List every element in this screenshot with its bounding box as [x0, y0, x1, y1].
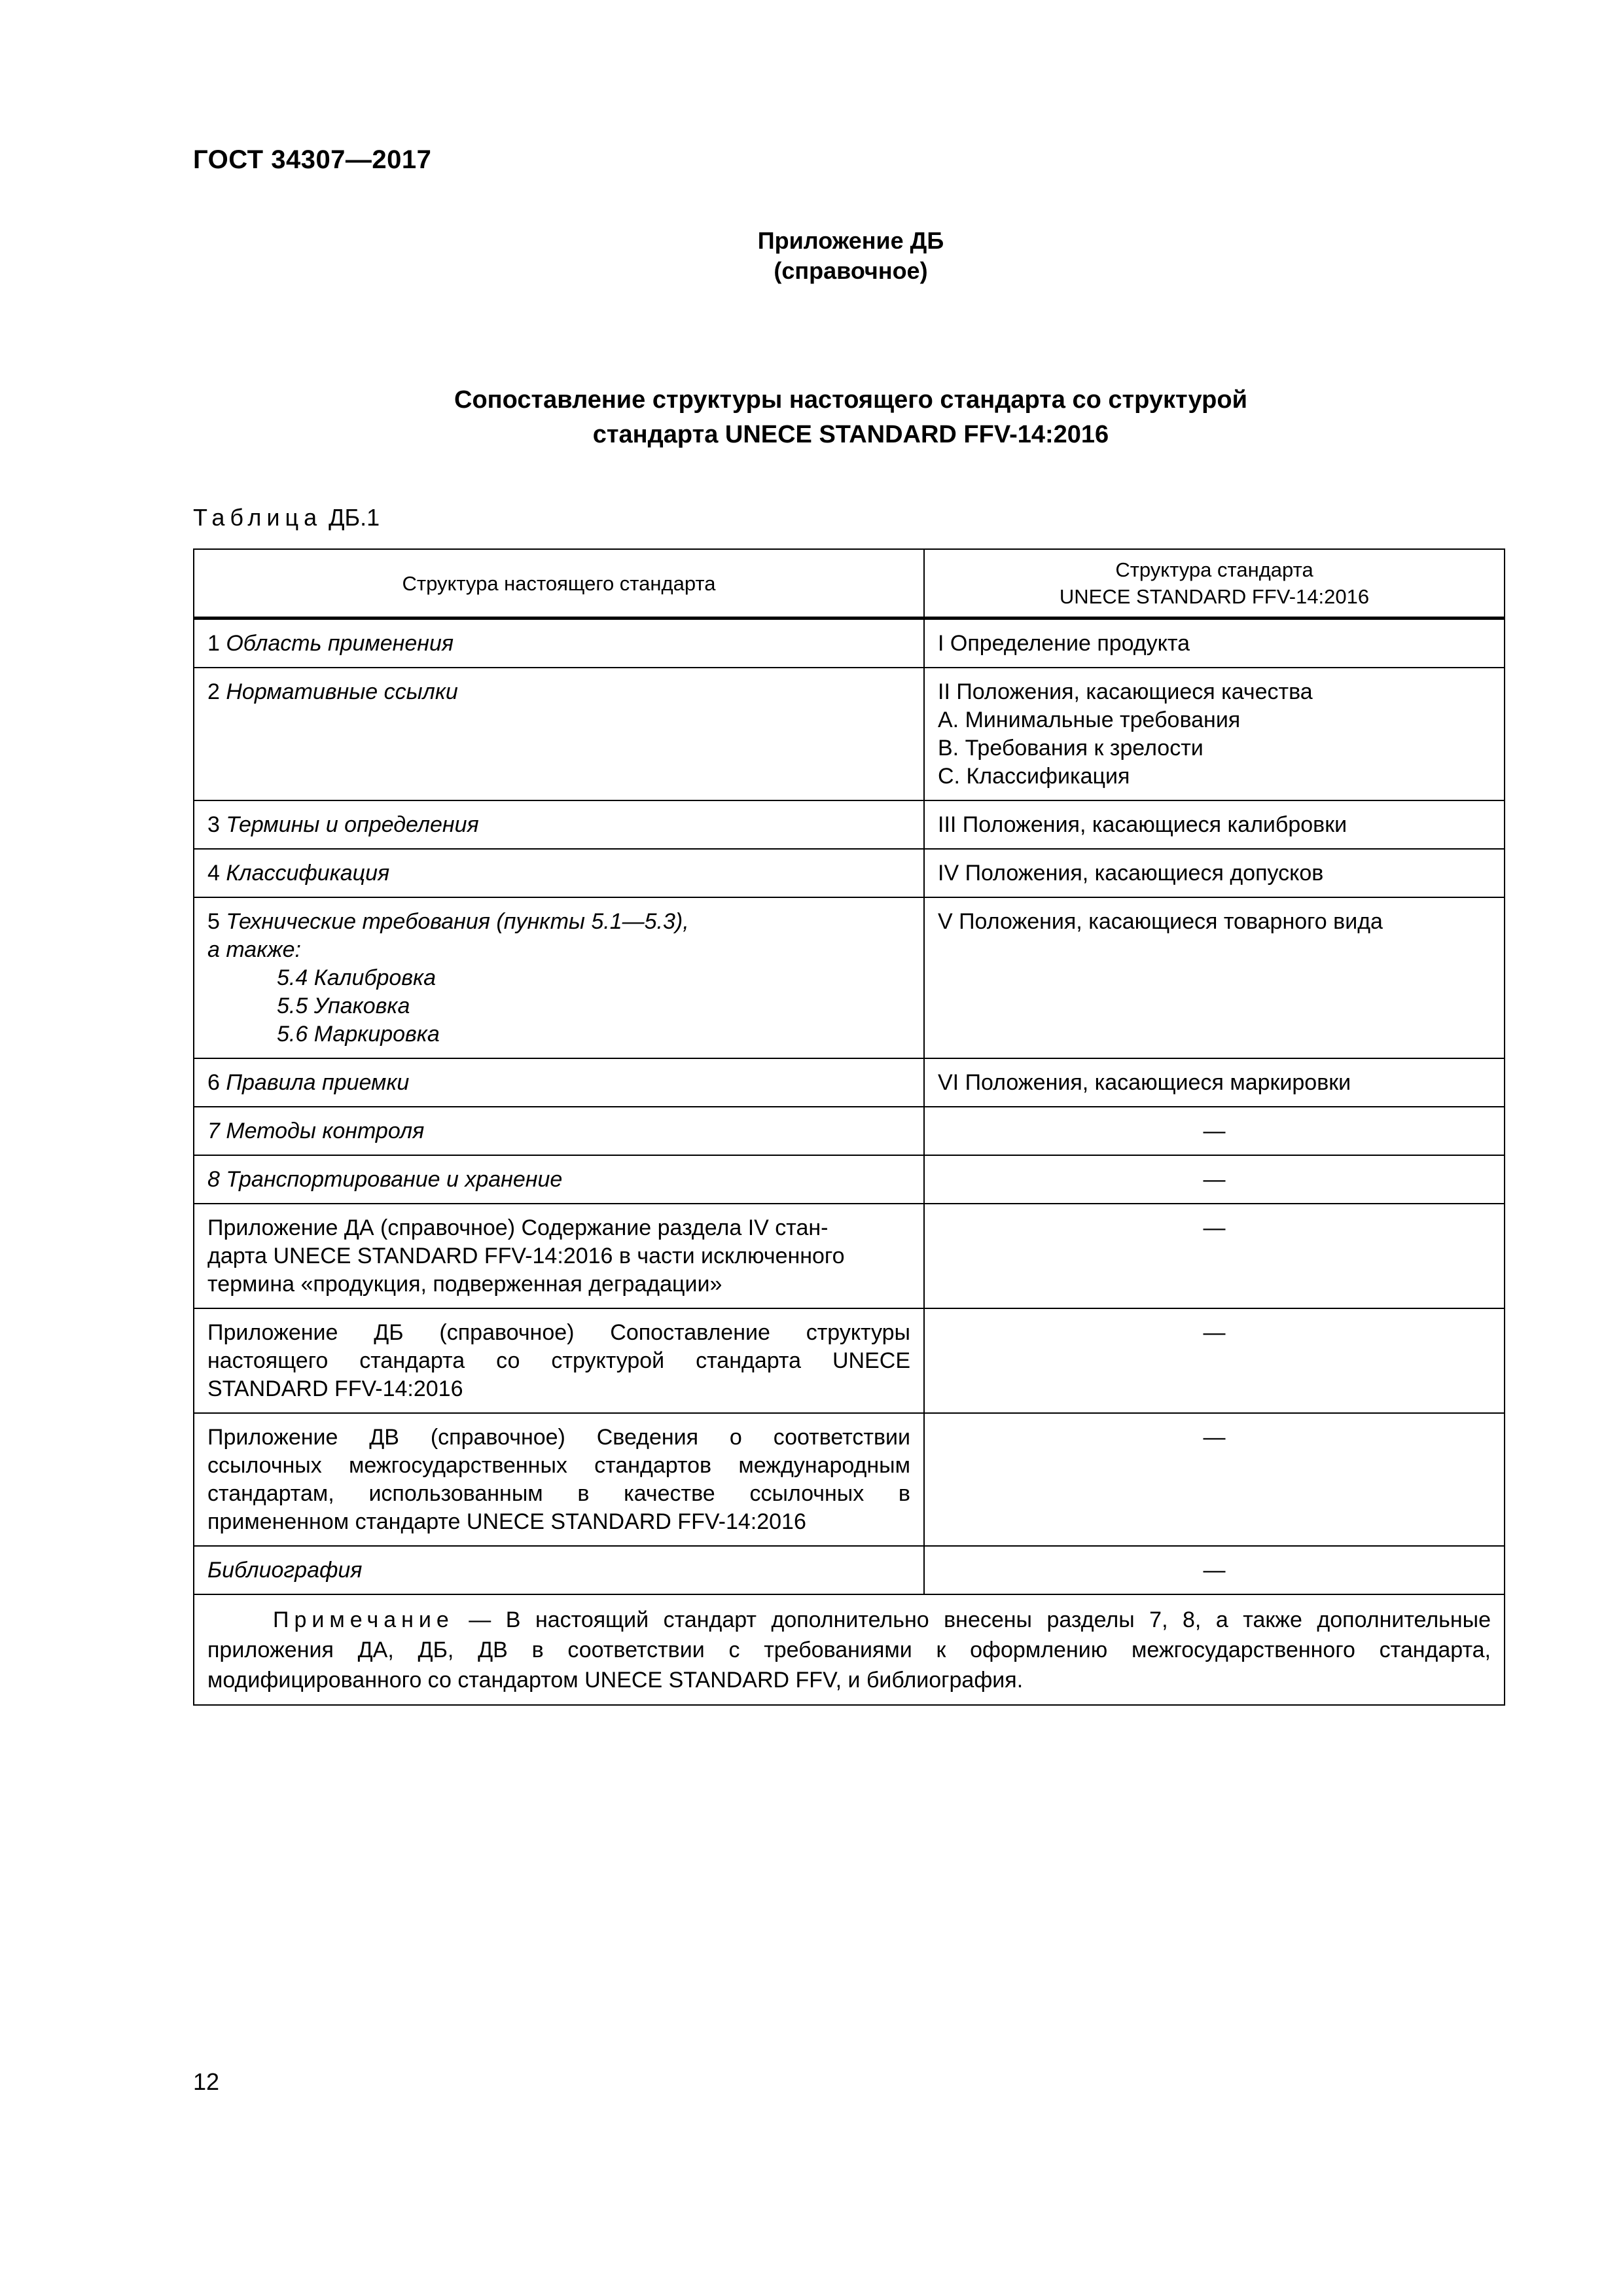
- annex-title: Приложение ДБ: [757, 227, 944, 254]
- column-header-unece-line-2: UNECE STANDARD FFV-14:2016: [1059, 585, 1370, 608]
- table-row: [194, 1204, 1505, 1308]
- cell-current-structure: [194, 1308, 924, 1413]
- section-title-continuation: а также:: [207, 937, 302, 962]
- table-row: [194, 897, 1505, 1058]
- cell-no-equivalent: [924, 1308, 1505, 1413]
- table-row: [194, 1413, 1505, 1546]
- annex-description-line: Приложение ДБ (справочное) Сопоставление структуры: [207, 1320, 910, 1345]
- cell-no-equivalent: [924, 1546, 1505, 1594]
- annex-description-line: настоящего стандарта со структурой стандарта UNECE: [207, 1348, 910, 1373]
- unece-section-line: V Положения, касающиеся товарного вида: [938, 909, 1383, 934]
- table-row: [194, 800, 1505, 849]
- table-note: [194, 1594, 1505, 1705]
- annex-subtitle: (справочное): [774, 257, 928, 284]
- no-equivalent-dash: —: [1203, 1425, 1226, 1450]
- unece-section-line: I Определение продукта: [938, 631, 1190, 656]
- section-number: 5: [207, 909, 226, 934]
- cell-unece-structure: [924, 668, 1505, 800]
- cell-no-equivalent: [924, 1413, 1505, 1546]
- cell-current-structure: [194, 1155, 924, 1204]
- cell-no-equivalent: [924, 1107, 1505, 1155]
- annex-description-line: ссылочных межгосударственных стандартов международным: [207, 1453, 910, 1478]
- section-title: Правила приемки: [226, 1070, 410, 1095]
- annex-heading: [0, 226, 1623, 286]
- cell-current-structure: [194, 1413, 924, 1546]
- cell-current-structure: [194, 1546, 924, 1594]
- section-title: 7 Методы контроля: [207, 1119, 425, 1143]
- cell-current-structure: [194, 619, 924, 668]
- annex-description-line: Приложение ДВ (справочное) Сведения о соответствии: [207, 1425, 910, 1450]
- no-equivalent-dash: —: [1203, 1167, 1226, 1192]
- page-title: [0, 383, 1623, 452]
- section-title: Область применения: [226, 631, 454, 656]
- cell-unece-structure: [924, 800, 1505, 849]
- section-title: Классификация: [226, 861, 390, 886]
- table-row: [194, 1546, 1505, 1594]
- section-title: Нормативные ссылки: [226, 679, 458, 704]
- cell-unece-structure: [924, 849, 1505, 897]
- document-code: ГОСТ 34307—2017: [193, 145, 432, 174]
- table-row: [194, 1058, 1505, 1107]
- cell-unece-structure: [924, 1058, 1505, 1107]
- column-header-unece-line-1: Структура стандарта: [1115, 558, 1313, 581]
- subsection-item: 5.6 Маркировка: [277, 1022, 440, 1047]
- cell-unece-structure: [924, 619, 1505, 668]
- cell-no-equivalent: [924, 1155, 1505, 1204]
- table-caption: [193, 504, 380, 531]
- annex-description-line: термина «продукция, подверженная деградации»: [207, 1272, 722, 1297]
- no-equivalent-dash: —: [1203, 1320, 1226, 1345]
- annex-description-line: Приложение ДА (справочное) Содержание раздела IV стан-: [207, 1215, 829, 1240]
- section-number: 3: [207, 812, 226, 837]
- cell-current-structure: [194, 1107, 924, 1155]
- note-text: — В настоящий стандарт дополнительно внесены разделы 7, 8, а также дополнительные приложения ДА, ДБ, ДВ в соответствии с требованиями к оформлению межгосударственного стандарта, модифицированного со стандартом UNECE STANDARD FFV, и библиография.: [207, 1607, 1491, 1693]
- table-row: [194, 619, 1505, 668]
- no-equivalent-dash: —: [1203, 1119, 1226, 1143]
- subsection-item: 5.4 Калибровка: [277, 965, 437, 990]
- section-number: 2: [207, 679, 226, 704]
- table-row: [194, 668, 1505, 800]
- unece-section-line: III Положения, касающиеся калибровки: [938, 812, 1347, 837]
- section-title: Технические требования (пункты 5.1—5.3),: [226, 909, 689, 934]
- structure-comparison-table: [193, 548, 1505, 1706]
- cell-current-structure: [194, 1058, 924, 1107]
- section-number: 4: [207, 861, 226, 886]
- table-row: [194, 1155, 1505, 1204]
- no-equivalent-dash: —: [1203, 1215, 1226, 1240]
- section-number: 6: [207, 1070, 226, 1095]
- table-caption-number: ДБ.1: [329, 504, 380, 531]
- annex-description-line: стандартам, использованным в качестве ссылочных в: [207, 1481, 910, 1506]
- no-equivalent-dash: —: [1203, 1558, 1226, 1583]
- table-row: [194, 849, 1505, 897]
- cell-current-structure: [194, 800, 924, 849]
- table-caption-label: Таблица: [193, 504, 323, 531]
- column-header-current-standard: Структура настоящего стандарта: [194, 549, 924, 619]
- note-label: Примечание: [273, 1607, 454, 1632]
- unece-section-line: А. Минимальные требования: [938, 708, 1241, 732]
- cell-current-structure: [194, 849, 924, 897]
- table-row: [194, 1308, 1505, 1413]
- unece-section-line: IV Положения, касающиеся допусков: [938, 861, 1324, 886]
- annex-description-line: примененном стандарте UNECE STANDARD FFV-14:2016: [207, 1509, 806, 1534]
- page-title-line-1: Сопоставление структуры настоящего стандарта со структурой: [454, 386, 1247, 414]
- unece-section-line: VI Положения, касающиеся маркировки: [938, 1070, 1351, 1095]
- cell-current-structure: [194, 897, 924, 1058]
- section-heading-line: [207, 908, 910, 936]
- section-number: 1: [207, 631, 226, 656]
- section-title: Библиография: [207, 1558, 363, 1583]
- column-header-unece-standard: [924, 549, 1505, 619]
- table-row: [194, 1107, 1505, 1155]
- subsection-item: 5.5 Упаковка: [277, 994, 410, 1018]
- page-number: 12: [193, 2068, 220, 2095]
- annex-description-line: дарта UNECE STANDARD FFV-14:2016 в части исключенного: [207, 1244, 845, 1268]
- cell-no-equivalent: [924, 1204, 1505, 1308]
- table-header-row: [194, 549, 1505, 619]
- cell-unece-structure: [924, 897, 1505, 1058]
- annex-description-line: STANDARD FFV-14:2016: [207, 1376, 463, 1401]
- section-title: 8 Транспортирование и хранение: [207, 1167, 563, 1192]
- unece-section-line: С. Классификация: [938, 764, 1130, 789]
- table-note-row: [194, 1594, 1505, 1705]
- page-title-line-2: стандарта UNECE STANDARD FFV-14:2016: [592, 421, 1109, 448]
- cell-current-structure: [194, 1204, 924, 1308]
- cell-current-structure: [194, 668, 924, 800]
- section-title: Термины и определения: [226, 812, 479, 837]
- unece-section-line: II Положения, касающиеся качества: [938, 679, 1313, 704]
- unece-section-line: В. Требования к зрелости: [938, 736, 1204, 761]
